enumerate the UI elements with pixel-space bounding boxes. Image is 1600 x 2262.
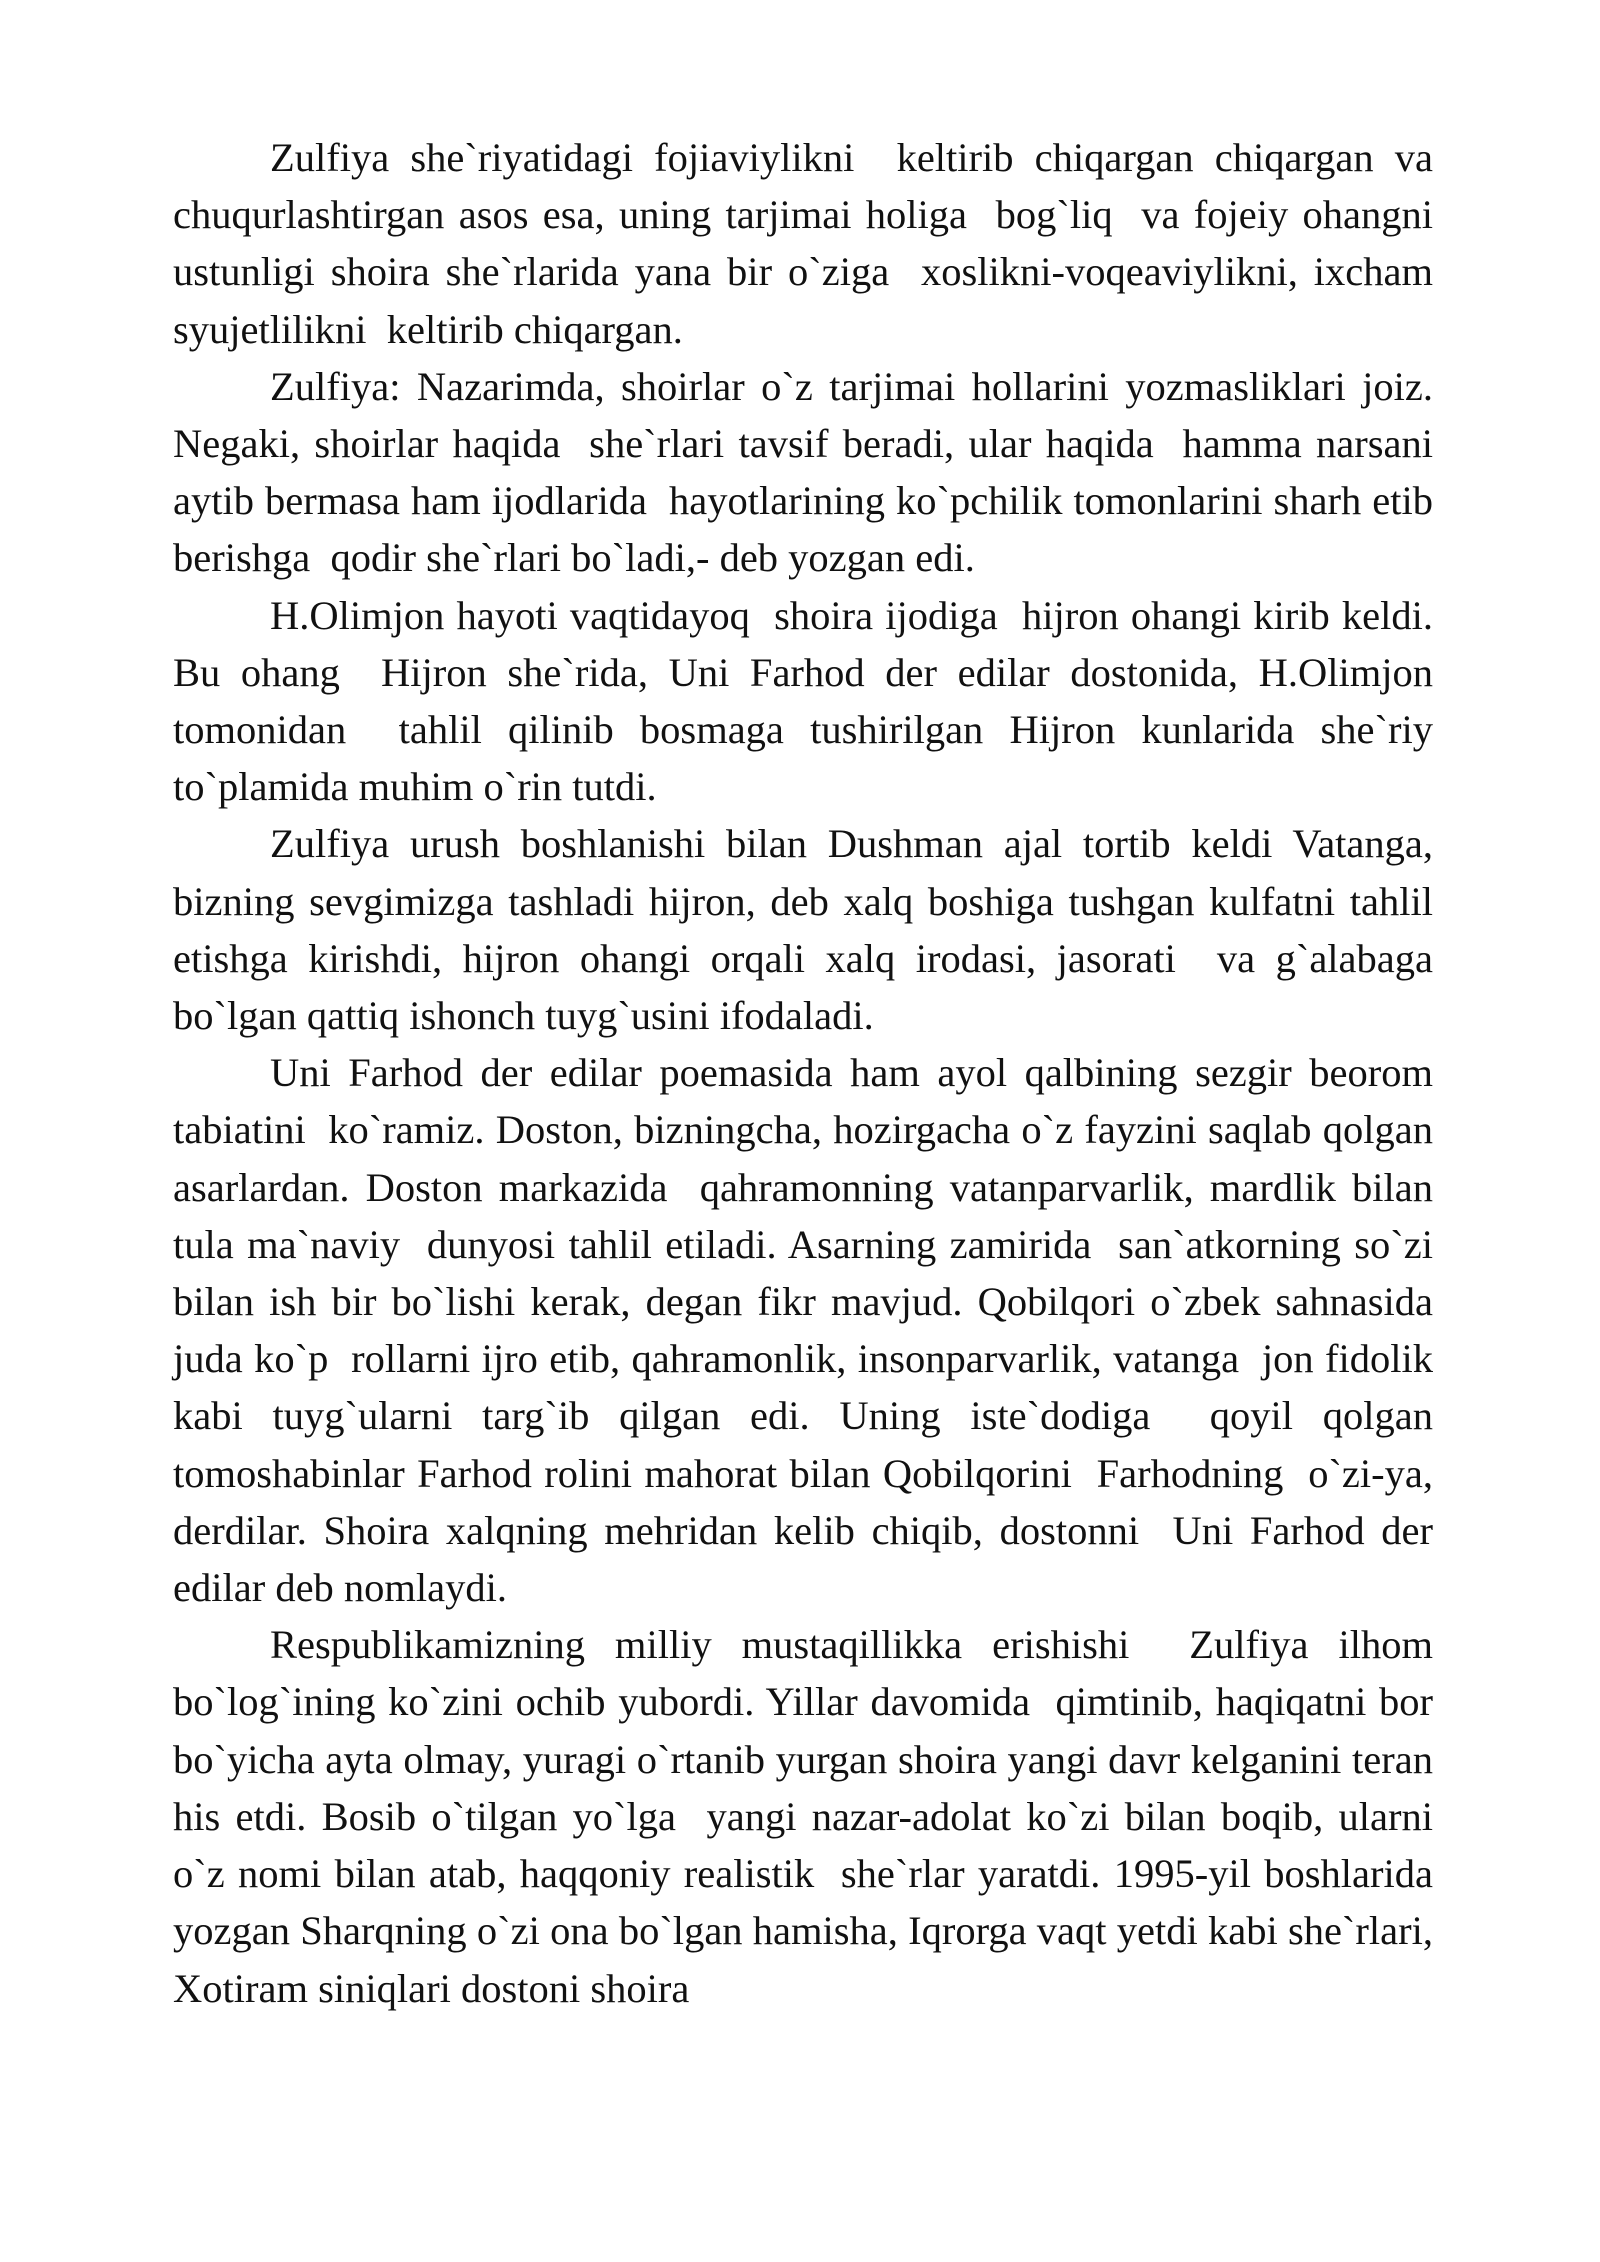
paragraph-5: Uni Farhod der edilar poemasida ham ayol qalbining sezgir beorom tabiatini ko`ramiz. Doston, bizningcha, hozirgacha o`z fayzini saqlab qolgan asarlardan. Doston markazida qahramonning vatanparvarlik, mardlik bilan tula ma`naviy dunyosi tahlil etiladi. Asarning zamirida san`atkorning so`zi bilan ish bir bo`lishi kerak, degan fikr mavjud. Qobilqori o`zbek sahnasida juda ko`p rollarni ijro etib, qahramonlik, insonparvarlik, vatanga jon fidolik kabi tuyg`ularni targ`ib qilgan edi. Uning iste`dodiga qoyil qolgan tomoshabinlar Farhod rolini mahorat bilan Qobilqorini Farhodning o`zi-ya, derdilar. Shoira xalqning mehridan kelib chiqib, dostonni Uni Farhod der edilar deb nomlaydi. [173,1050,1454,1611]
paragraph-1: Zulfiya she`riyatidagi fojiaviylikni keltirib chiqargan chiqargan va chuqurlashtirgan asos esa, uning tarjimai holiga bog`liq va fojeiy ohangni ustunligi shoira she`rlarida yana bir o`ziga xoslikni-voqeaviylikni, ixcham syujetlilikni keltirib chiqargan. [173,135,1444,352]
document-page [173,129,1454,2017]
paragraph-2: Zulfiya: Nazarimda, shoirlar o`z tarjimai hollarini yozmasliklari joiz. Negaki, shoirlar haqida she`rlari tavsif beradi, ular haqida hamma narsani aytib bermasa ham ijodlarida hayotlarining ko`pchilik tomonlarini sharh etib berishga qodir she`rlari bo`ladi,- deb yozgan edi. [173,363,1444,581]
paragraph-4: Zulfiya urush boshlanishi bilan Dushman ajal tortib keldi Vatanga, bizning sevgimizga tashladi hijron, deb xalq boshiga tushgan kulfatni tahlil etishga kirishdi, hijron ohangi orqali xalq irodasi, jasorati va g`alabaga bo`lgan qattiq ishonch tuyg`usini ifodaladi. [173,821,1454,1039]
paragraph-6: Respublikamizning milliy mustaqillikka erishishi Zulfiya ilhom bo`log`ining ko`zini ochib yubordi. Yillar davomida qimtinib, haqiqatni bor bo`yicha ayta olmay, yuragi o`rtanib yurgan shoira yangi davr kelganini teran his etdi. Bosib o`tilgan yo`lga yangi nazar-adolat ko`zi bilan boqib, ularni o`z nomi bilan atab, haqqoniy realistik she`rlar yaratdi. 1995-yil boshlarida yozgan Sharqning o`zi ona bo`lgan hamisha, Iqrorga vaqt yetdi kabi she`rlari, Xotiram siniqlari dostoni shoira [173,1622,1444,2011]
paragraph-3: H.Olimjon hayoti vaqtidayoq shoira ijodiga hijron ohangi kirib keldi. Bu ohang Hijron she`rida, Uni Farhod der edilar dostonida, H.Olimjon tomonidan tahlil qilinib bosmaga tushirilgan Hijron kunlarida she`riy to`plamida muhim o`rin tutdi. [173,592,1444,810]
